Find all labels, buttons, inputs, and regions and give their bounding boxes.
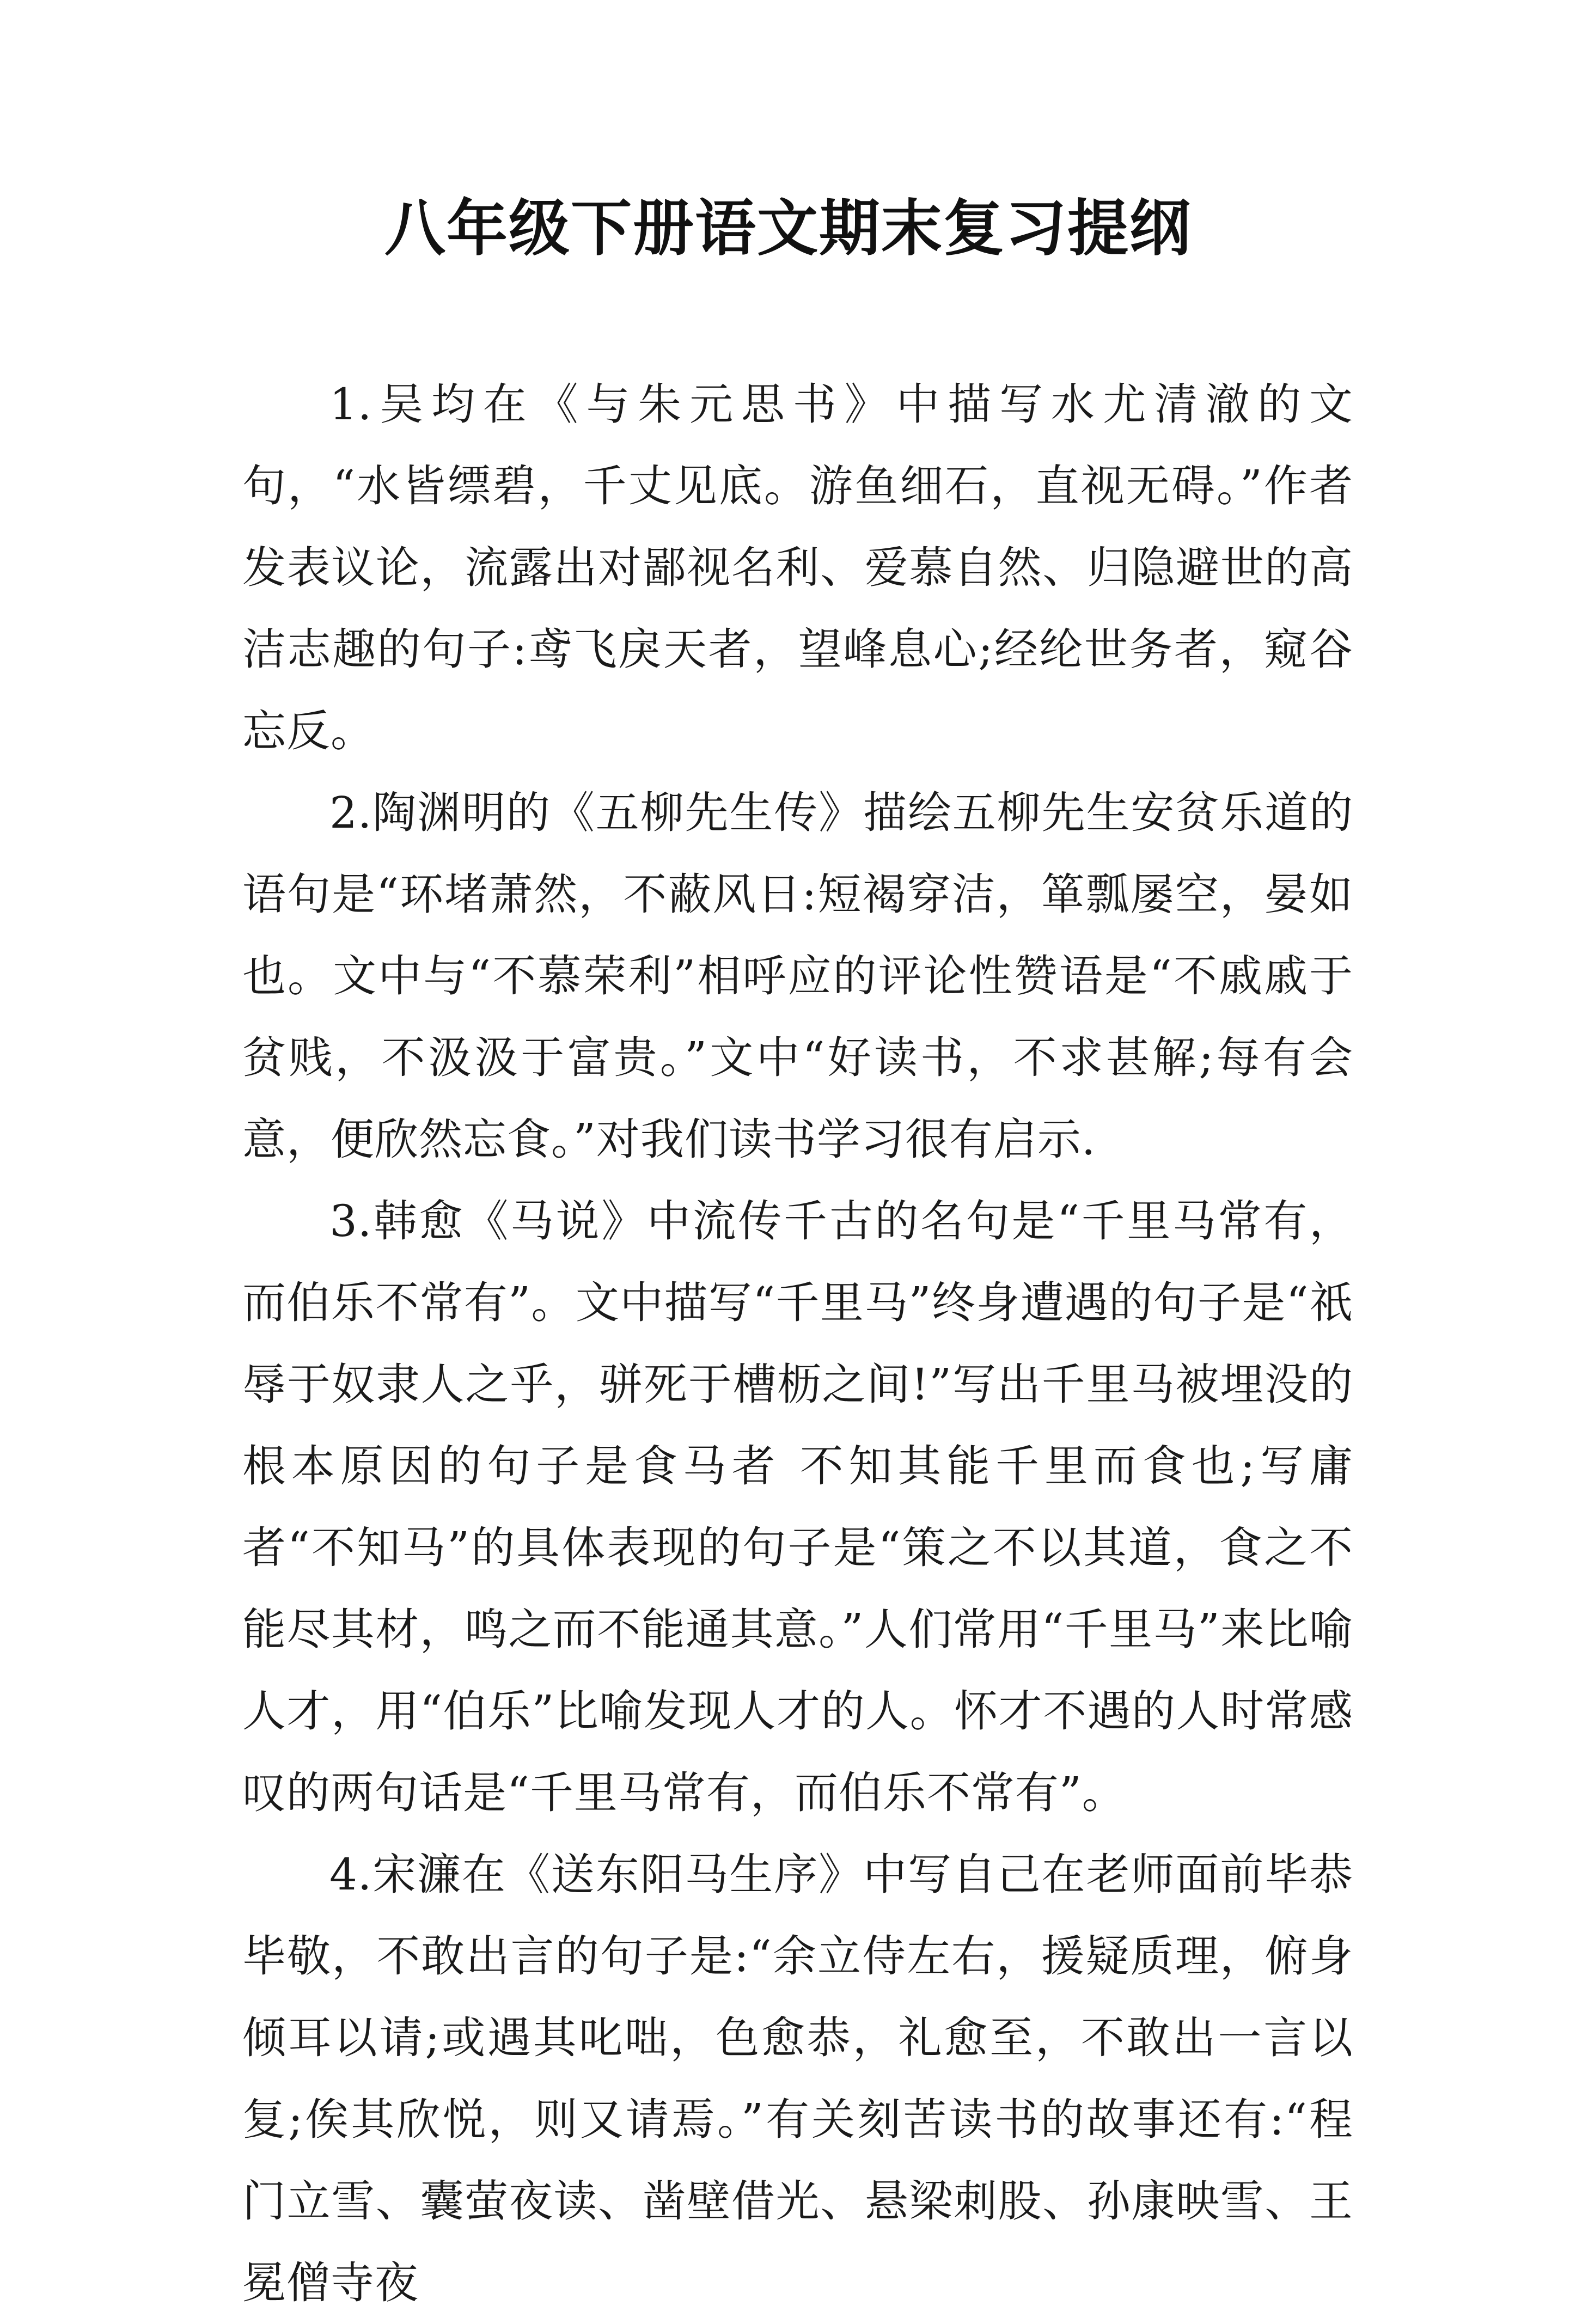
paragraph-4: 4.宋濂在《送东阳马生序》中写自己在老师面前毕恭毕敬，不敢出言的句子是:“余立侍左右，援疑质理，俯身倾耳以请;或遇其叱咄，色愈恭，礼愈至，不敢出一言以复;俟其欣悦，则又请焉。”有关刻苦读书的故事还有:“程门立雪、囊萤夜读、凿壁借光、悬梁刺股、孙康映雪、王冕僧寺夜 (242, 1849, 1353, 2308)
document-title: 八年级下册语文期末复习提纲 (384, 193, 1192, 264)
paragraph-1: 1.吴均在《与朱元思书》中描写水尤清澈的文句，“水皆缥碧，千丈见底。游鱼细石，直视无碍。”作者发表议论，流露出对鄙视名利、爱慕自然、归隐避世的高洁志趣的句子:鸢飞戾天者，望峰息心;经纶世务者，窥谷忘反。 (242, 379, 1353, 756)
document-body (242, 364, 1353, 2324)
paragraph-2: 2.陶渊明的《五柳先生传》描绘五柳先生安贫乐道的语句是“环堵萧然，不蔽风日:短褐穿洁，箪瓢屡空，晏如也。文中与“不慕荣利”相呼应的评论性赞语是“不戚戚于贫贱，不汲汲于富贵。”文中“好读书，不求甚解;每有会意，便欣然忘食。”对我们读书学习很有启示. (242, 787, 1353, 1165)
paragraph-3: 3.韩愈《马说》中流传千古的名句是“千里马常有，而伯乐不常有”。文中描写“千里马”终身遭遇的句子是“祇辱于奴隶人之乎，骈死于槽枥之间!”写出千里马被埋没的根本原因的句子是食马者 不知其能千里而食也;写庸者“不知马”的具体表现的句子是“策之不以其道，食之不能尽其材，鸣之而不能通其意。”人们常用“千里马”来比喻人才，用“伯乐”比喻发现人才的人。怀才不遇的人时常感叹的两句话是“千里马常有，而伯乐不常有”。 (242, 1196, 1353, 1818)
